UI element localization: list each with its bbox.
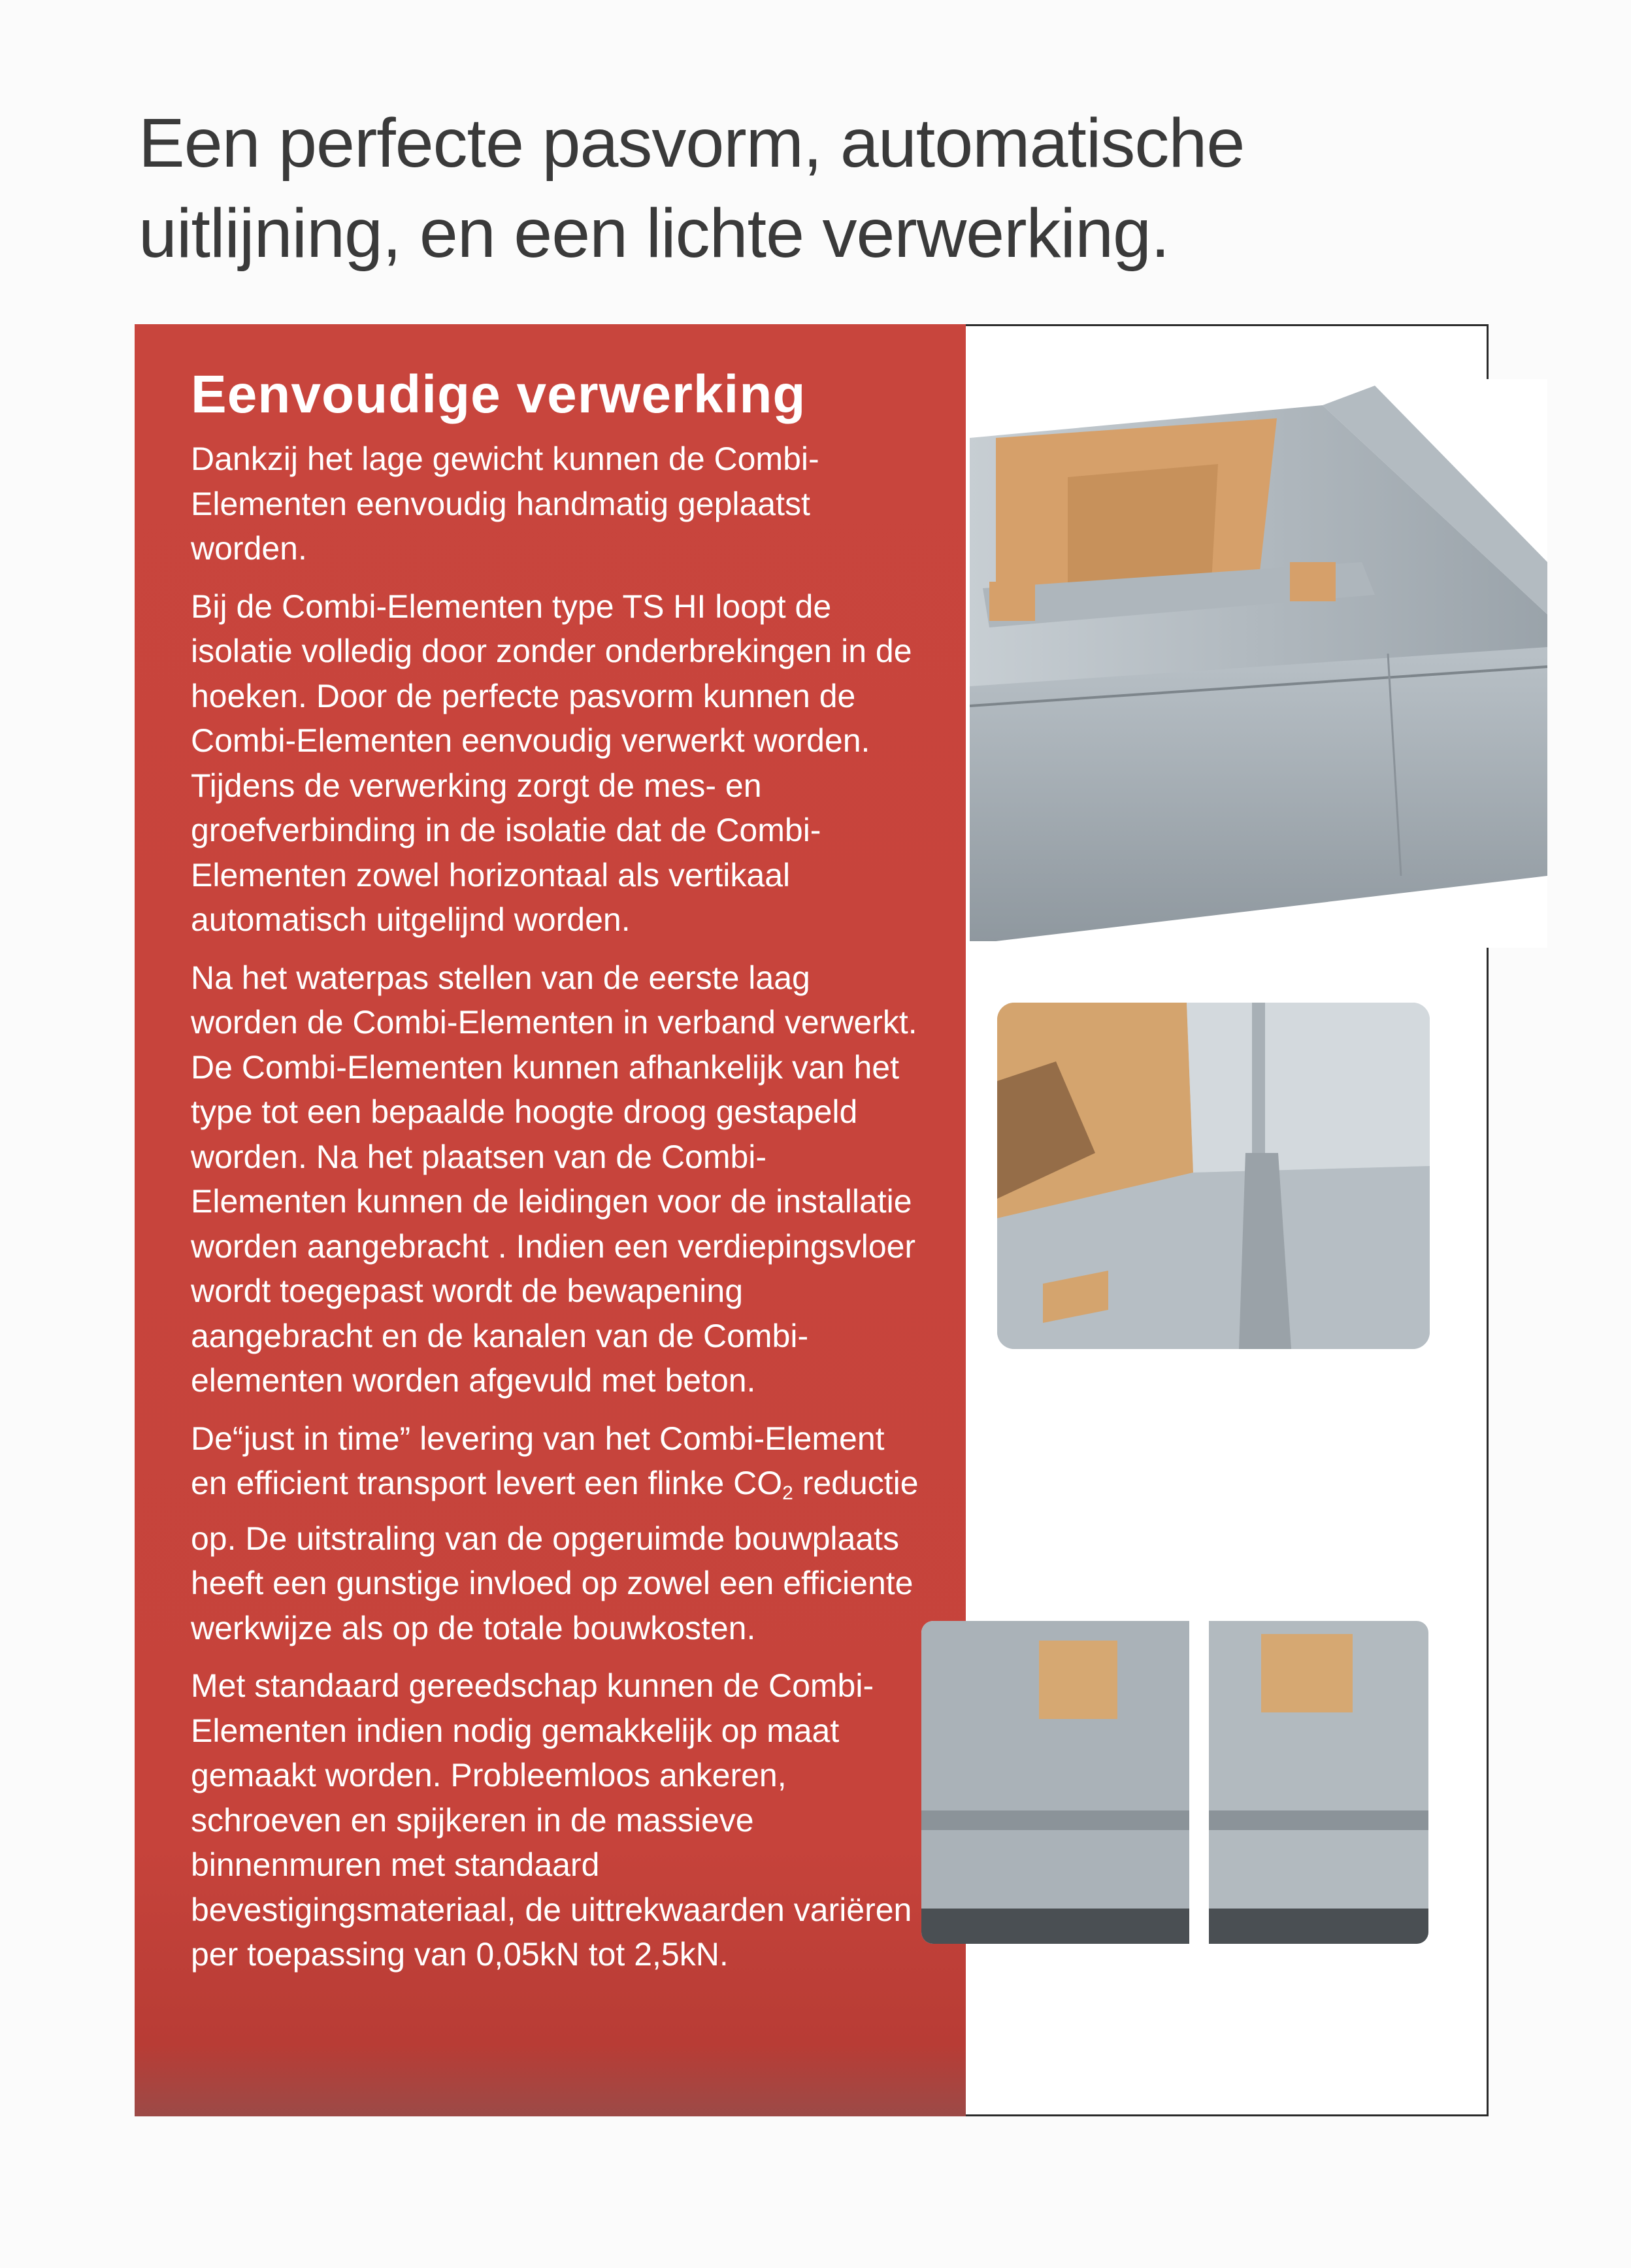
paragraph-2: Bij de Combi-Elementen type TS HI loopt de isolatie volledig door zonder onderbrekingen in de hoeken. Door de perfecte pasvorm kunnen de Combi-Elementen eenvoudig verwerkt worden. Tijdens de verwerking zorgt de mes- en groefverbinding in de isolatie dat de Combi-Elementen zowel horizontaal als vertikaal automatisch uitgelijnd worden. xyxy=(191,588,912,938)
paragraph-3: Na het waterpas stellen van de eerste laag worden de Combi-Elementen in verband verwerkt. De Combi-Elementen kunnen afhankelijk van het type tot een bepaalde hoogte droog gestapeld worden. Na het plaatsen van de Combi-Elementen kunnen de leidingen voor de installatie worden aangebracht . Indien een verdiepingsvloer wordt toegepast wordt de bewapening aangebracht en de kanalen van de Combi-elementen worden afgevuld met beton. xyxy=(191,959,917,1399)
photo-interior-corner xyxy=(997,1003,1430,1349)
paragraph-4-text-a: De“just in time” levering van het Combi-Element en efficient transport levert een flinke CO xyxy=(191,1420,885,1501)
paragraph-4 xyxy=(191,1416,923,1651)
paragraph-1: Dankzij het lage gewicht kunnen de Combi-Elementen eenvoudig handmatig geplaatst worden. xyxy=(191,441,819,567)
headline-line-1: Een perfecte pasvorm, automatische xyxy=(139,105,1245,182)
page-headline xyxy=(139,98,1511,278)
co2-subscript: 2 xyxy=(782,1482,793,1504)
paragraph-4-text-b: reductie op. De uitstraling van de opgeruimde bouwplaats heeft een gunstige invloed op zowel een efficiente werkwijze als op de totale bouwkosten. xyxy=(191,1465,919,1646)
text-panel xyxy=(135,324,966,2116)
paragraph-5: Met standaard gereedschap kunnen de Combi-Elementen indien nodig gemakkelijk op maat gemaakt worden. Probleemloos ankeren, schroeven en spijkeren in de massieve binnenmuren met standaard bevestigingsmateriaal, de uittrekwaarden variëren per toepassing van 0,05kN tot 2,5kN. xyxy=(191,1667,912,1973)
photo-corner-block xyxy=(970,379,1547,948)
headline-line-2: uitlijning, en een lichte verwerking. xyxy=(139,195,1170,272)
photo-block-ends xyxy=(921,1621,1428,1944)
section-title: Eenvoudige verwerking xyxy=(191,365,806,424)
